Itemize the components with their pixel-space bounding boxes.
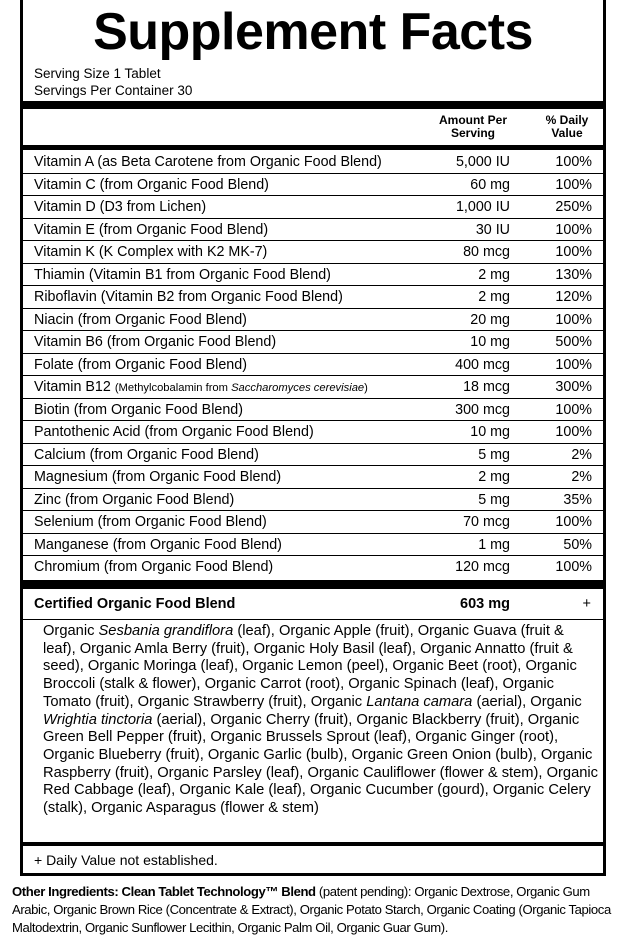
nutrient-daily-value: 130% (555, 266, 592, 283)
nutrient-amount: 80 mcg (463, 244, 510, 260)
nutrient-table (23, 151, 603, 579)
nutrient-detail-part: (Methylcobalamin from (114, 382, 232, 394)
nutrient-name-detail (115, 382, 368, 394)
nutrient-amount: 10 mg (470, 334, 510, 350)
blend-dv: + (582, 596, 591, 612)
nutrient-amount: 20 mg (470, 311, 510, 328)
nutrient-row (23, 556, 603, 579)
other-ingredients-text: (patent pending): Organic Dextrose, Organic Gum Arabic, Organic Brown Rice (Concentrate & Extract), Organic Potato Starch, Organic Coating (Organic Tapioca Maltodextrin, Organic Sunflower Lecithin, Organic Palm Oil, Organic Guar Gum). (12, 884, 611, 935)
nutrient-name (34, 289, 343, 305)
nutrient-name (34, 177, 269, 193)
nutrient-row (23, 354, 603, 377)
blend-thick-rule (23, 580, 603, 589)
blend-ingredient-text: (aerial), Organic (472, 693, 582, 710)
nutrient-row (23, 511, 603, 534)
nutrient-name (34, 334, 276, 350)
nutrient-daily-value: 100% (555, 356, 592, 373)
nutrient-amount: 300 mcg (455, 401, 510, 418)
footnote-rule (23, 842, 603, 846)
nutrient-name (34, 492, 234, 508)
blend-ingredient-text: (aerial), Organic Cherry (fruit), Organic Blackberry (fruit), Organic Green Bell Pepper (fruit), Organic Brussels Sprout (leaf), Organic Ginger (root), Organic Blueberry (fruit), Organic Garlic (bulb), Organic Green Onion (bulb), Organic Raspberry (fruit), Organic Parsley (leaf), Organic Cauliflower (flower & stem), Organic Red Cabbage (leaf), Organic Kale (leaf), Organic Cucumber (gourd), Organic Celery (stalk), Organic Asparagus (flower & stem) (43, 711, 599, 817)
nutrient-row (23, 376, 603, 399)
nutrient-name-text: Zinc (from Organic Food Blend) (34, 491, 235, 508)
nutrient-amount: 1 mg (478, 536, 510, 553)
nutrient-amount: 5,000 IU (455, 154, 510, 170)
dv-header-line1: % Daily (545, 113, 589, 127)
nutrient-daily-value: 300% (555, 379, 592, 395)
nutrient-name (34, 222, 268, 238)
footnote: + Daily Value not established. (34, 852, 218, 868)
nutrient-name-text: Vitamin B12 (34, 379, 111, 395)
nutrient-name (34, 199, 206, 215)
nutrient-row (23, 331, 603, 354)
nutrient-name (34, 537, 282, 553)
nutrient-name-text: Chromium (from Organic Food Blend) (34, 559, 274, 575)
nutrient-row (23, 534, 603, 557)
servings-per-container: Servings Per Container 30 (34, 83, 193, 98)
nutrient-daily-value: 250% (555, 199, 592, 215)
blend-ingredient-text: (leaf), Organic Apple (fruit), Organic Guava (fruit & leaf), Organic Amla Berry (fruit), Organic Holy Basil (leaf), Organic Annatto (fruit & seed), Organic Moringa (leaf), Organic Lemon (peel), Organic Beet (root), Organic Broccoli (stalk & flower), Organic Carrot (root), Organic Spinach (leaf), Organic Tomato (fruit), Organic Strawberry (fruit), Organic (43, 623, 577, 710)
nutrient-row (23, 489, 603, 512)
nutrient-row (23, 174, 603, 197)
nutrient-name-text: Vitamin B6 (from Organic Food Blend) (34, 334, 277, 350)
nutrient-daily-value: 35% (563, 491, 592, 508)
nutrient-row (23, 399, 603, 422)
nutrient-amount: 30 IU (475, 221, 510, 238)
nutrient-detail-part: ) (364, 382, 368, 394)
nutrient-name-text: Vitamin C (from Organic Food Blend) (34, 176, 269, 193)
nutrient-name-text: Calcium (from Organic Food Blend) (34, 446, 259, 463)
nutrient-name (34, 447, 259, 463)
nutrient-name-text: Selenium (from Organic Food Blend) (34, 514, 267, 530)
nutrient-name (34, 357, 247, 373)
nutrient-daily-value: 100% (555, 424, 592, 440)
nutrient-name-text: Pantothenic Acid (from Organic Food Blend) (34, 424, 314, 440)
nutrient-daily-value: 100% (555, 401, 592, 418)
nutrient-amount: 5 mg (478, 491, 510, 508)
nutrient-amount: 18 mcg (463, 379, 510, 395)
nutrient-row (23, 309, 603, 332)
nutrient-row (23, 241, 603, 264)
nutrient-name (34, 154, 382, 170)
blend-ingredient-text: Organic (43, 623, 99, 639)
nutrient-name (34, 267, 331, 283)
nutrient-daily-value: 2% (571, 469, 592, 485)
blend-ingredient-species: Lantana camara (366, 693, 473, 710)
panel-title: Supplement Facts (93, 3, 533, 61)
nutrient-amount: 2 mg (478, 469, 510, 485)
nutrient-name (34, 559, 273, 575)
nutrient-amount: 120 mcg (455, 559, 510, 575)
nutrient-name-text: Vitamin A (as Beta Carotene from Organic Food Blend) (34, 154, 382, 170)
header-rule (23, 145, 603, 150)
nutrient-name-text: Biotin (from Organic Food Blend) (34, 401, 243, 418)
blend-name: Certified Organic Food Blend (34, 596, 236, 612)
nutrient-name (34, 402, 243, 418)
nutrient-daily-value: 100% (555, 176, 592, 193)
amount-header-line1: Amount Per (438, 113, 507, 127)
nutrient-name-text: Thiamin (Vitamin B1 from Organic Food Blend) (34, 266, 331, 283)
nutrient-name-text: Niacin (from Organic Food Blend) (34, 311, 247, 328)
nutrient-name (34, 312, 247, 328)
nutrient-name (34, 424, 314, 440)
nutrient-row (23, 421, 603, 444)
nutrient-name-text: Riboflavin (Vitamin B2 from Organic Food Blend) (34, 289, 343, 305)
nutrient-name (34, 469, 281, 485)
nutrient-amount: 1,000 IU (455, 199, 510, 215)
blend-amount: 603 mg (460, 596, 510, 612)
other-ingredients-label: Other Ingredients: Clean Tablet Technology™ Blend (12, 884, 316, 899)
nutrient-name-text: Manganese (from Organic Food Blend) (34, 536, 282, 553)
nutrient-amount: 2 mg (478, 266, 510, 283)
nutrient-daily-value: 100% (555, 559, 592, 575)
nutrient-row (23, 286, 603, 309)
nutrient-amount: 10 mg (470, 424, 510, 440)
top-thick-rule (23, 101, 603, 109)
other-ingredients (12, 883, 622, 936)
nutrient-row (23, 466, 603, 489)
nutrient-daily-value: 100% (555, 244, 592, 260)
nutrient-name (34, 244, 267, 260)
nutrient-name-text: Magnesium (from Organic Food Blend) (34, 469, 282, 485)
nutrient-detail-species: Saccharomyces cerevisiae (231, 382, 365, 394)
nutrient-row (23, 444, 603, 467)
dv-header-line2: Value (551, 126, 583, 140)
nutrient-name-text: Folate (from Organic Food Blend) (34, 356, 247, 373)
nutrient-name (34, 514, 267, 530)
nutrient-amount: 60 mg (470, 176, 510, 193)
nutrient-daily-value: 100% (555, 514, 592, 530)
blend-ingredient-species: Sesbania grandiflora (98, 623, 234, 639)
blend-rule (23, 619, 603, 620)
serving-size: Serving Size 1 Tablet (34, 66, 161, 81)
nutrient-amount: 70 mcg (463, 514, 510, 530)
amount-per-serving-header (433, 114, 513, 140)
nutrient-daily-value: 100% (555, 154, 592, 170)
nutrient-amount: 2 mg (478, 289, 510, 305)
nutrient-daily-value: 100% (555, 221, 592, 238)
nutrient-daily-value: 500% (555, 334, 592, 350)
blend-ingredient-species: Wrightia tinctoria (43, 711, 153, 728)
nutrient-row (23, 196, 603, 219)
nutrient-row (23, 219, 603, 242)
nutrient-row (23, 151, 603, 174)
nutrient-daily-value: 120% (555, 289, 592, 305)
nutrient-daily-value: 2% (571, 446, 592, 463)
nutrient-name-text: Vitamin K (K Complex with K2 MK-7) (34, 244, 268, 260)
nutrient-name-text: Vitamin D (D3 from Lichen) (34, 199, 207, 215)
nutrient-amount: 400 mcg (455, 356, 510, 373)
blend-row (23, 593, 603, 619)
nutrient-name (34, 379, 368, 395)
nutrient-name-text: Vitamin E (from Organic Food Blend) (34, 221, 269, 238)
nutrient-daily-value: 50% (563, 536, 592, 553)
supplement-facts-panel (20, 0, 606, 876)
nutrient-amount: 5 mg (478, 446, 510, 463)
daily-value-header (533, 114, 601, 140)
nutrient-row (23, 264, 603, 287)
amount-header-line2: Serving (450, 126, 495, 140)
blend-ingredients (43, 623, 599, 818)
nutrient-daily-value: 100% (555, 311, 592, 328)
